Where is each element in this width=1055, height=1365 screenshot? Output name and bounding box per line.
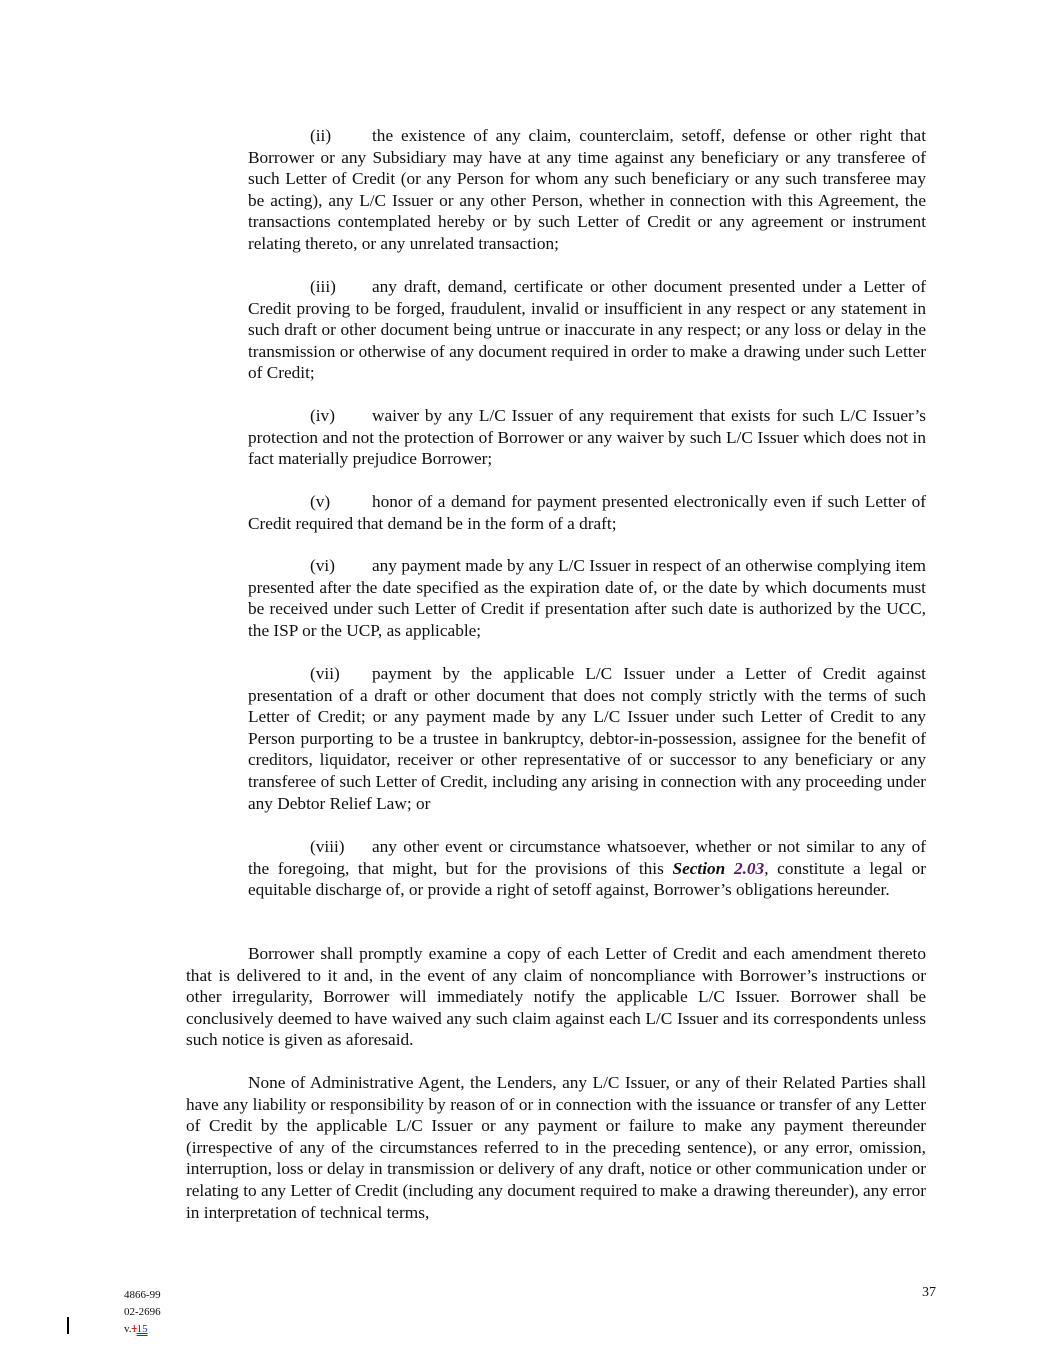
clause-text: payment by the applicable L/C Issuer under a Letter of Credit against presentation of a draft or other document that does not comply strictly with the terms of such Letter of Credit; or any payment made by any L/C Issuer under such Letter of Credit to any Person purporting to be a trustee in bankruptcy, debtor-in-possession, assignee for the benefit of creditors, liquidator, receiver or other representative of or successor to any beneficiary or any transferee of such Letter of Credit, including any arising in connection with any proceeding under any Debtor Relief Law; or <box>248 664 926 813</box>
footer-doc-id-2: 02-2696 <box>124 1306 161 1318</box>
version-inserted: 15 <box>136 1323 148 1335</box>
clause-text: any other event or circumstance whatsoever, whether or not similar to any of the foregoing, that might, but for the provisions of this <box>248 837 926 878</box>
clause-number: (v) <box>310 492 331 511</box>
section-number: 2.03 <box>733 858 765 878</box>
paragraph-text: None of Administrative Agent, the Lenders, any L/C Issuer, or any of their Related Parties shall have any liability or responsibility by reason of or in connection with the issuance or transfer of any Letter of Credit by the applicable L/C Issuer or any payment or failure to make any payment thereunder (irrespective of any of the circumstances referred to in the preceding sentence), or any error, omission, interruption, loss or delay in transmission or delivery of any draft, notice or other communication under or relating to any Letter of Credit (including any document required to make a drawing thereunder), any error in interpretation of technical terms, <box>186 1073 926 1222</box>
clause-text: the existence of any claim, counterclaim, setoff, defense or other right that Borrower or any Subsidiary may have at any time against any beneficiary or any transferee of such Letter of Credit (or any Person for whom any such beneficiary or any such transferee may be acting), any L/C Issuer or any other Person, whether in connection with this Agreement, the transactions contemplated hereby or by such Letter of Credit or any agreement or instrument relating thereto, or any unrelated transaction; <box>248 126 926 253</box>
clause-vii <box>248 663 926 814</box>
clause-text: any draft, demand, certificate or other document presented under a Letter of Credit proving to be forged, fraudulent, invalid or insufficient in any respect or any statement in such draft or other document being untrue or inaccurate in any respect; or any loss or delay in the transmission or otherwise of any document required in order to make a drawing under such Letter of Credit; <box>248 277 926 383</box>
page-number: 37 <box>922 1285 936 1300</box>
paragraph-text: Borrower shall promptly examine a copy of each Letter of Credit and each amendment thereto that is delivered to it and, in the event of any claim of noncompliance with Borrower’s instructions or other irregularity, Borrower will immediately notify the applicable L/C Issuer. Borrower shall be conclusively deemed to have waived any such claim against each L/C Issuer and its correspondents unless such notice is given as aforesaid. <box>186 944 926 1050</box>
footer-doc-id-1: 4866-99 <box>124 1289 161 1301</box>
change-bar <box>67 1317 69 1334</box>
footer-version <box>124 1322 148 1336</box>
clause-viii <box>248 836 926 901</box>
clause-number: (ii) <box>310 126 332 145</box>
clause-text-end: , constitute a legal or equitable discharge of, or provide a right of setoff against, Borrower’s obligations hereunder. <box>248 858 926 900</box>
section-word: Section <box>672 858 726 878</box>
clause-number: (vii) <box>310 664 340 683</box>
clause-number: (vi) <box>310 556 335 575</box>
clause-vi <box>248 555 926 641</box>
clause-iii <box>248 276 926 384</box>
clause-text: any payment made by any L/C Issuer in respect of an otherwise complying item presented after the date specified as the expiration date of, or the date by which documents must be received under such Letter of Credit if presentation after such date is authorized by the UCC, the ISP or the UCP, as applicable; <box>248 556 926 640</box>
clause-number: (iii) <box>310 277 336 296</box>
version-deleted: 1 <box>131 1323 137 1335</box>
paragraph-examine <box>186 943 926 1051</box>
clause-text: honor of a demand for payment presented electronically even if such Letter of Credit required that demand be in the form of a draft; <box>248 492 926 533</box>
clause-ii <box>248 125 926 255</box>
version-prefix: v. <box>124 1323 132 1335</box>
clause-number: (viii) <box>310 837 345 856</box>
clause-iv <box>248 405 926 470</box>
clause-v <box>248 491 926 534</box>
clause-text: waiver by any L/C Issuer of any requirement that exists for such L/C Issuer’s protection and not the protection of Borrower or any waiver by such L/C Issuer which does not in fact materially prejudice Borrower; <box>248 406 926 469</box>
section-reference[interactable] <box>672 859 764 878</box>
paragraph-liability <box>186 1072 926 1223</box>
clause-number: (iv) <box>310 406 335 425</box>
